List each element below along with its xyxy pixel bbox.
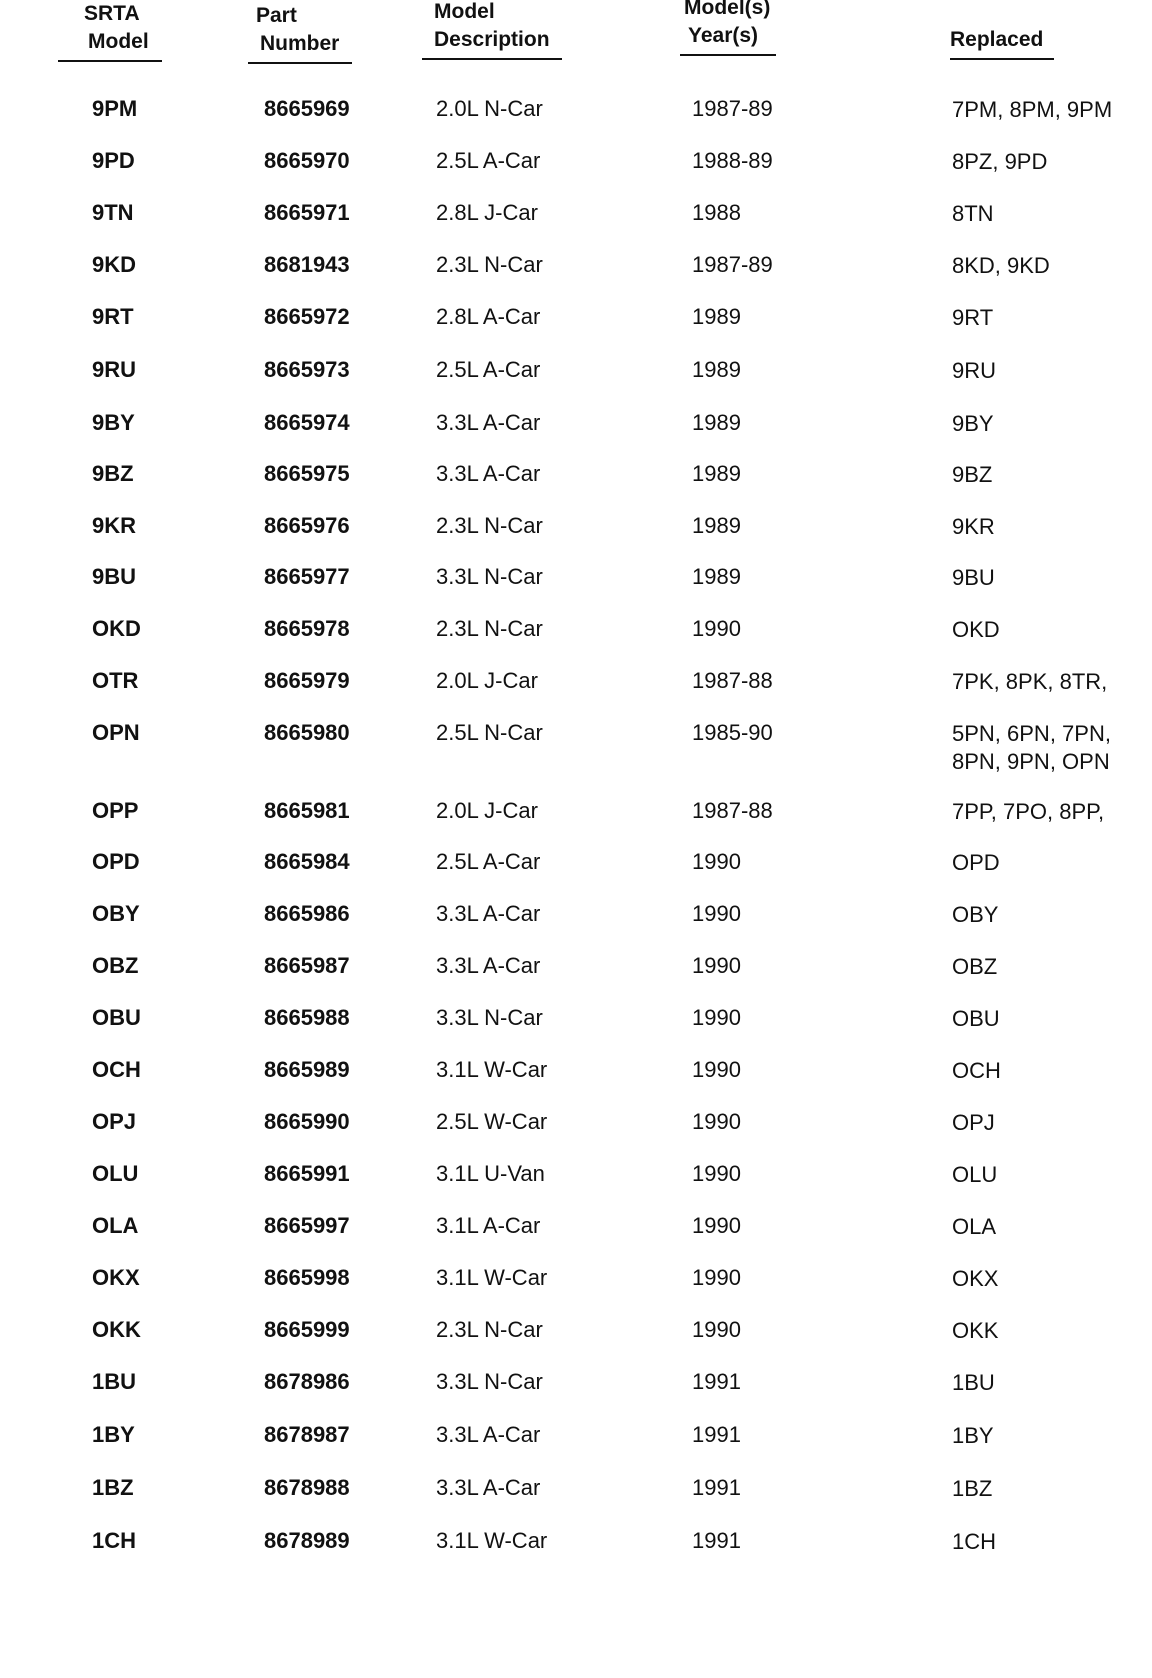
cell-part-number: 8665974 <box>264 410 350 435</box>
table-row <box>0 564 1152 604</box>
cell-part-number: 8665971 <box>264 200 350 225</box>
cell-model-years: 1990 <box>692 1213 741 1238</box>
header-replaced <box>950 26 1054 60</box>
cell-model-years: 1990 <box>692 616 741 641</box>
cell-srta-model: 1CH <box>92 1528 137 1553</box>
cell-srta-model: OLA <box>92 1213 139 1238</box>
cell-srta-model: OKK <box>92 1317 141 1342</box>
cell-part-number: 8665970 <box>264 148 350 173</box>
header-desc-line1: Model <box>434 0 495 23</box>
cell-replaced: OBY <box>952 902 999 927</box>
cell-replaced: 9RU <box>952 358 997 383</box>
header-part-number <box>248 2 352 64</box>
table-row <box>0 616 1152 656</box>
table-row <box>0 1369 1152 1409</box>
cell-model-years: 1991 <box>692 1369 741 1394</box>
cell-srta-model: 9KR <box>92 513 137 538</box>
cell-part-number: 8665977 <box>264 564 350 589</box>
cell-model-description: 3.3L A-Car <box>436 1422 541 1447</box>
cell-model-description: 2.5L N-Car <box>436 720 543 745</box>
table-row <box>0 720 1152 774</box>
cell-part-number: 8665998 <box>264 1265 350 1290</box>
cell-part-number: 8665973 <box>264 357 350 382</box>
table-row <box>0 304 1152 344</box>
cell-replaced: OPJ <box>952 1110 995 1135</box>
table-row <box>0 1317 1152 1357</box>
cell-srta-model: OTR <box>92 668 139 693</box>
table-row <box>0 1213 1152 1253</box>
cell-model-description: 2.3L N-Car <box>436 616 543 641</box>
cell-model-years: 1987-88 <box>692 668 773 693</box>
table-row <box>0 1475 1152 1515</box>
cell-model-years: 1991 <box>692 1422 741 1447</box>
table-row <box>0 148 1152 188</box>
cell-part-number: 8665972 <box>264 304 350 329</box>
header-underline <box>58 60 162 62</box>
cell-model-description: 3.3L N-Car <box>436 1005 543 1030</box>
cell-model-years: 1989 <box>692 304 741 329</box>
table-row <box>0 798 1152 838</box>
header-desc-line2: Description <box>434 28 550 51</box>
cell-model-description: 2.5L W-Car <box>436 1109 548 1134</box>
cell-model-description: 2.3L N-Car <box>436 1317 543 1342</box>
cell-model-years: 1990 <box>692 1109 741 1134</box>
table-row <box>0 357 1152 397</box>
cell-replaced: 9BU <box>952 565 995 590</box>
table-row <box>0 461 1152 501</box>
table-row <box>0 1422 1152 1462</box>
cell-replaced: 8TN <box>952 201 994 226</box>
cell-model-years: 1988 <box>692 200 741 225</box>
cell-model-years: 1987-89 <box>692 96 773 121</box>
cell-srta-model: OBU <box>92 1005 141 1030</box>
cell-model-years: 1990 <box>692 953 741 978</box>
cell-model-description: 2.0L J-Car <box>436 668 538 693</box>
cell-model-years: 1991 <box>692 1475 741 1500</box>
cell-srta-model: 1BY <box>92 1422 135 1447</box>
cell-model-description: 3.1L W-Car <box>436 1528 548 1553</box>
cell-model-years: 1990 <box>692 1057 741 1082</box>
cell-model-description: 3.3L N-Car <box>436 1369 543 1394</box>
cell-replaced: 8KD, 9KD <box>952 253 1050 278</box>
cell-model-description: 3.1L A-Car <box>436 1213 541 1238</box>
cell-part-number: 8665988 <box>264 1005 350 1030</box>
table-row <box>0 953 1152 993</box>
cell-replaced: OCH <box>952 1058 1001 1083</box>
cell-srta-model: 9BY <box>92 410 135 435</box>
cell-replaced: OKX <box>952 1266 999 1291</box>
table-row <box>0 96 1152 136</box>
cell-model-years: 1990 <box>692 1317 741 1342</box>
cell-part-number: 8665980 <box>264 720 350 745</box>
cell-srta-model: OPP <box>92 798 139 823</box>
header-underline <box>680 54 776 56</box>
table-row <box>0 901 1152 941</box>
cell-model-description: 3.3L A-Car <box>436 953 541 978</box>
header-underline <box>422 58 562 60</box>
cell-replaced: OLA <box>952 1214 997 1239</box>
table-row <box>0 200 1152 240</box>
cell-model-description: 2.5L A-Car <box>436 357 541 382</box>
cell-part-number: 8678987 <box>264 1422 350 1447</box>
cell-part-number: 8665999 <box>264 1317 350 1342</box>
cell-part-number: 8665997 <box>264 1213 350 1238</box>
cell-srta-model: OBZ <box>92 953 139 978</box>
cell-part-number: 8665976 <box>264 513 350 538</box>
cell-part-number: 8678986 <box>264 1369 350 1394</box>
cell-model-years: 1987-88 <box>692 798 773 823</box>
header-part-line2: Number <box>260 32 340 55</box>
cell-model-years: 1989 <box>692 357 741 382</box>
cell-srta-model: 9TN <box>92 200 134 225</box>
cell-model-description: 3.1L W-Car <box>436 1057 548 1082</box>
table-row <box>0 849 1152 889</box>
cell-replaced: 7PP, 7PO, 8PP, <box>952 799 1105 824</box>
cell-part-number: 8681943 <box>264 252 350 277</box>
cell-part-number: 8665981 <box>264 798 350 823</box>
cell-model-years: 1989 <box>692 513 741 538</box>
table-row <box>0 1161 1152 1201</box>
cell-replaced: OLU <box>952 1162 998 1187</box>
cell-part-number: 8665990 <box>264 1109 350 1134</box>
header-year-line1: Model(s) <box>684 0 771 19</box>
cell-srta-model: 9BZ <box>92 461 134 486</box>
header-srta-line2: Model <box>88 30 149 53</box>
cell-part-number: 8665969 <box>264 96 350 121</box>
cell-srta-model: OKD <box>92 616 141 641</box>
cell-srta-model: 9RU <box>92 357 137 382</box>
table-row <box>0 410 1152 450</box>
cell-model-description: 2.3L N-Car <box>436 513 543 538</box>
cell-srta-model: OBY <box>92 901 140 926</box>
cell-replaced: OKK <box>952 1318 999 1343</box>
cell-model-description: 3.3L N-Car <box>436 564 543 589</box>
cell-replaced: OBU <box>952 1006 1000 1031</box>
cell-part-number: 8665991 <box>264 1161 350 1186</box>
cell-model-description: 2.5L A-Car <box>436 148 541 173</box>
cell-replaced: 9BY <box>952 411 994 436</box>
table-row <box>0 1528 1152 1568</box>
header-replaced-line1: Replaced <box>950 28 1044 51</box>
cell-replaced: OPD <box>952 850 1000 875</box>
cell-srta-model: 9PM <box>92 96 138 121</box>
cell-replaced: 1CH <box>952 1529 997 1554</box>
cell-replaced: 8PZ, 9PD <box>952 149 1048 174</box>
cell-srta-model: 9RT <box>92 304 134 329</box>
cell-model-years: 1989 <box>692 564 741 589</box>
cell-replaced: 1BZ <box>952 1476 993 1501</box>
table-row <box>0 1005 1152 1045</box>
header-model-description <box>422 0 562 60</box>
cell-model-years: 1987-89 <box>692 252 773 277</box>
cell-model-description: 3.3L A-Car <box>436 461 541 486</box>
cell-model-description: 2.3L N-Car <box>436 252 543 277</box>
cell-replaced: 7PM, 8PM, 9PM <box>952 97 1113 122</box>
cell-model-years: 1990 <box>692 1161 741 1186</box>
cell-model-description: 2.8L A-Car <box>436 304 541 329</box>
cell-replaced: 5PN, 6PN, 7PN, 8PN, 9PN, OPN <box>952 721 1111 774</box>
cell-part-number: 8665989 <box>264 1057 350 1082</box>
cell-model-years: 1990 <box>692 901 741 926</box>
cell-model-description: 2.0L J-Car <box>436 798 538 823</box>
cell-model-description: 2.5L A-Car <box>436 849 541 874</box>
cell-srta-model: 9KD <box>92 252 137 277</box>
header-year-line2: Year(s) <box>688 24 759 47</box>
cell-model-description: 3.3L A-Car <box>436 901 541 926</box>
table-row <box>0 1265 1152 1305</box>
cell-replaced: OBZ <box>952 954 998 979</box>
cell-srta-model: OPN <box>92 720 140 745</box>
cell-srta-model: 9BU <box>92 564 137 589</box>
header-srta-line1: SRTA <box>84 2 140 25</box>
header-underline <box>248 62 352 64</box>
table-row <box>0 668 1152 708</box>
cell-model-years: 1991 <box>692 1528 741 1553</box>
cell-replaced: 1BY <box>952 1423 994 1448</box>
cell-replaced: OKD <box>952 617 1000 642</box>
cell-model-years: 1985-90 <box>692 720 773 745</box>
cell-model-description: 3.1L U-Van <box>436 1161 545 1186</box>
header-model-years <box>680 0 776 56</box>
cell-replaced: 9BZ <box>952 462 993 487</box>
cell-part-number: 8665979 <box>264 668 350 693</box>
table-row <box>0 513 1152 553</box>
cell-part-number: 8665984 <box>264 849 350 874</box>
header-underline <box>950 58 1054 60</box>
cell-srta-model: OLU <box>92 1161 139 1186</box>
cell-srta-model: OPJ <box>92 1109 137 1134</box>
cell-model-years: 1988-89 <box>692 148 773 173</box>
cell-part-number: 8678989 <box>264 1528 350 1553</box>
cell-model-years: 1989 <box>692 410 741 435</box>
table-row <box>0 1109 1152 1149</box>
cell-replaced: 9RT <box>952 305 994 330</box>
cell-model-description: 3.1L W-Car <box>436 1265 548 1290</box>
cell-model-years: 1990 <box>692 849 741 874</box>
cell-model-description: 3.3L A-Car <box>436 410 541 435</box>
cell-model-description: 3.3L A-Car <box>436 1475 541 1500</box>
cell-srta-model: OKX <box>92 1265 140 1290</box>
cell-srta-model: 9PD <box>92 148 135 173</box>
cell-part-number: 8665987 <box>264 953 350 978</box>
cell-replaced: 1BU <box>952 1370 995 1395</box>
cell-part-number: 8665978 <box>264 616 350 641</box>
cell-srta-model: 1BU <box>92 1369 137 1394</box>
cell-model-years: 1990 <box>692 1005 741 1030</box>
cell-replaced: 9KR <box>952 514 995 539</box>
header-part-line1: Part <box>256 4 297 27</box>
cell-part-number: 8665975 <box>264 461 350 486</box>
cell-model-years: 1989 <box>692 461 741 486</box>
cell-model-description: 2.8L J-Car <box>436 200 538 225</box>
table-row <box>0 1057 1152 1097</box>
cell-part-number: 8665986 <box>264 901 350 926</box>
cell-part-number: 8678988 <box>264 1475 350 1500</box>
cell-replaced: 7PK, 8PK, 8TR, <box>952 669 1108 694</box>
table-row <box>0 252 1152 292</box>
cell-srta-model: OPD <box>92 849 140 874</box>
cell-model-years: 1990 <box>692 1265 741 1290</box>
cell-model-description: 2.0L N-Car <box>436 96 543 121</box>
cell-srta-model: OCH <box>92 1057 141 1082</box>
cell-srta-model: 1BZ <box>92 1475 134 1500</box>
header-srta-model <box>58 0 162 62</box>
